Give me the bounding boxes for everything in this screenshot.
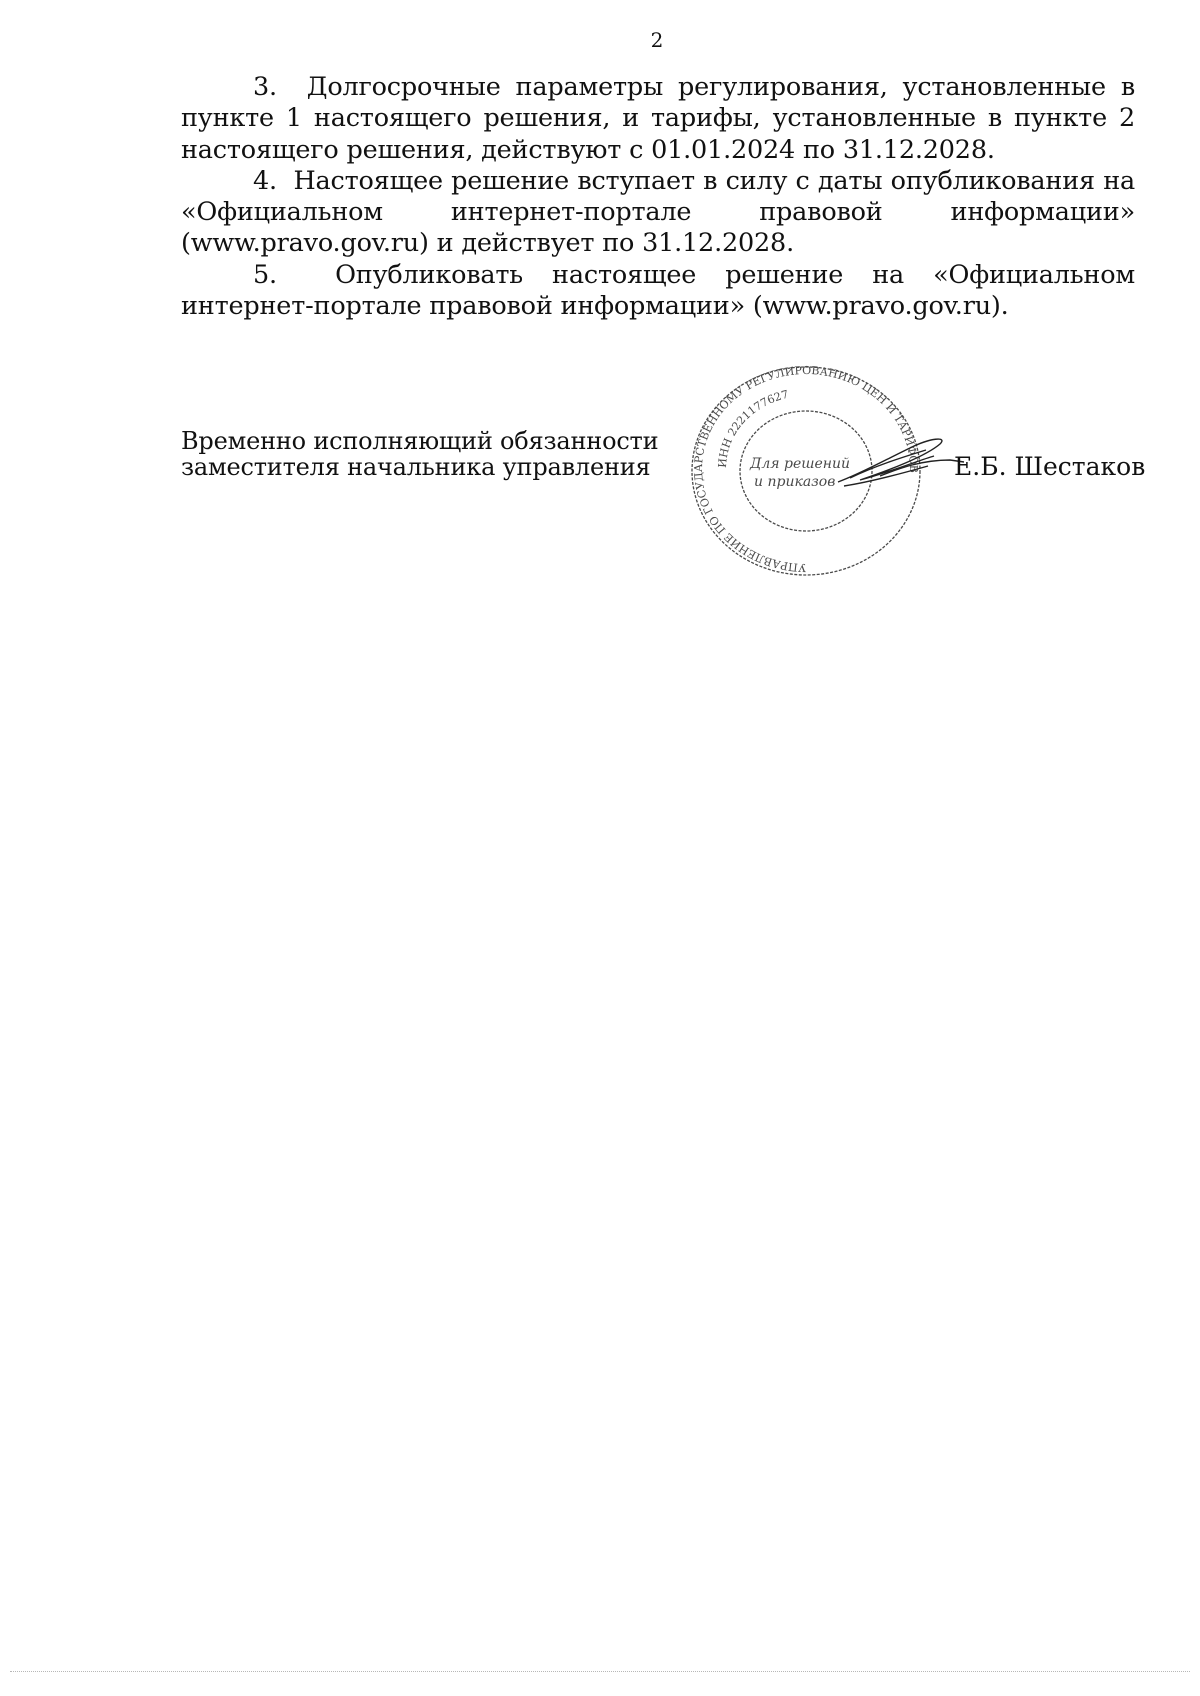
stamp-center-line2: и приказов: [754, 474, 836, 490]
stamp-center-line1: Для решений: [750, 456, 851, 472]
document-body: [181, 72, 1135, 322]
paragraph-number: 3.: [253, 72, 277, 102]
paragraph-5: [181, 260, 1135, 323]
scan-artifact-line: [10, 1671, 1190, 1674]
stamp-outer-text: УПРАВЛЕНИЕ ПО ГОСУДАРСТВЕННОМУ РЕГУЛИРОВАНИЮ ЦЕН И ТАРИФОВ: [692, 364, 921, 575]
paragraph-text: Настоящее решение вступает в силу с даты опубликования на «Официальном интернет-портале правовой информации» (www.pravo.gov.ru) и действует по 31.12.2028.: [181, 165, 1135, 259]
signer-position: [181, 428, 658, 480]
paragraph-text: Долгосрочные параметры регулирования, установленные в пункте 1 настоящего решения, и тарифы, установленные в пункте 2 настоящего решения, действуют с 01.01.2024 по 31.12.2028.: [181, 72, 1135, 165]
signer-position-line2: заместителя начальника управления: [181, 453, 651, 481]
signer-name: Е.Б. Шестаков: [954, 452, 1146, 481]
paragraph-4: [181, 166, 1135, 260]
signer-position-line1: Временно исполняющий обязанности: [181, 427, 659, 455]
stamp-inn-text: ИНН 2221177627: [715, 387, 790, 469]
paragraph-number: 4.: [253, 165, 277, 196]
paragraph-text: Опубликовать настоящее решение на «Официальном интернет-портале правовой информации» (www.pravo.gov.ru).: [181, 259, 1136, 322]
page-number: 2: [650, 28, 664, 52]
paragraph-number: 5.: [253, 259, 277, 290]
handwritten-signature-icon: [830, 430, 970, 500]
paragraph-3: [181, 72, 1135, 166]
